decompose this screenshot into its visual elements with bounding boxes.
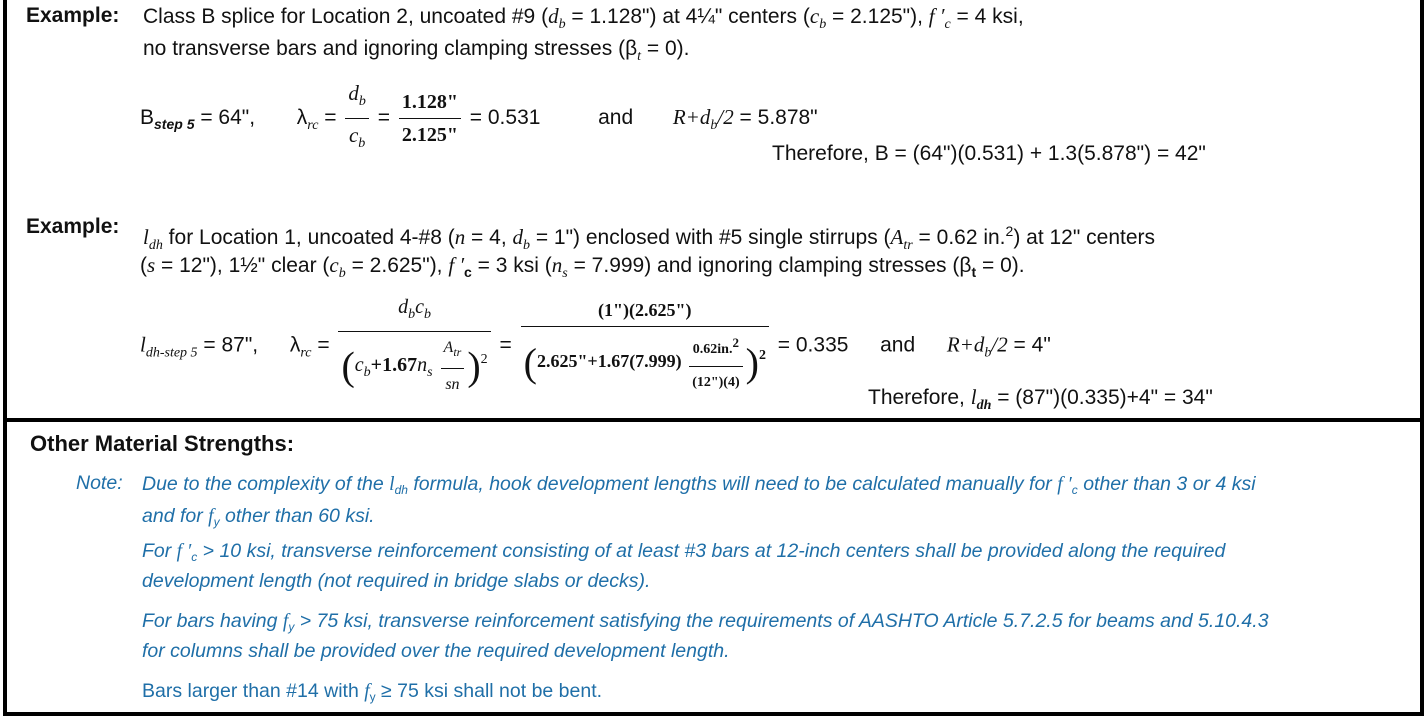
example2-label: Example: xyxy=(26,215,120,238)
example2-line1: $l_{dh}$ for Location 1, uncoated 4-#8 (n = 4, $d_b$ = 1") enclosed with #5 single stirrups ($A_{tr} = 0.62$ in.$^2$) at 12" centers xyxy=(143,223,1156,253)
example2-line2: (s = 12"), 1½" clear ($c_b$ = 2.625"), f $'_c = 3$ ksi $(n_s = 7.999)$ and ignoring clamping stresses $(\beta_t = 0)$. xyxy=(140,253,1025,281)
other-title: Other Material Strengths: xyxy=(30,431,295,456)
example2-formula: $l_{dh-step 5} = 87$", $\lambda_{rc}$ = $d_bc_b$ ($c_b+1.67n_s$ $\frac{A_{tr}}{sn}$ )$^2$ = (1")(2.625") (2.625"+1.67(7.999) $\frac{0.62in.2}{(12")(4)}$ )$^2$ = 0.335 and $R+d_b/2 = 4$" xyxy=(140,292,1051,400)
example1-line2: no transverse bars and ignoring clamping stresses $(\beta_t = 0)$. xyxy=(143,37,690,64)
note2-line1: For f $'_c > 10$ ksi, transverse reinforcement consisting of at least #3 bars at 12-inch centers shall be provided along the required xyxy=(142,540,1226,564)
note2-line2: development length (not required in bridge slabs or decks). xyxy=(142,570,651,592)
note3-line1: For bars having $f_y > 75$ ksi, transverse reinforcement satisfying the requirements of AASHTO Article 5.7.2.5 for beams and 5.10.4.3 xyxy=(142,610,1269,634)
note1-line1: Due to the complexity of the $l_{dh}$ formula, hook development lengths will need to be calculated manually for f $'_c$ other than 3 or 4 ksi xyxy=(142,473,1256,497)
note-label: Note: xyxy=(76,472,123,494)
note3-line2: for columns shall be provided over the required development length. xyxy=(142,640,730,662)
example1-therefore: Therefore, B = (64")(0.531) + 1.3(5.878") = 42" xyxy=(772,142,1206,165)
example2-therefore: Therefore, $l_{dh}$ = (87")(0.335)+4" = 34" xyxy=(868,385,1213,413)
example1-label: Example: xyxy=(26,4,120,27)
example1-line1: Class B splice for Location 2, uncoated #9 ($d_b$ = 1.128") at 4¼" centers ($c_b$ = 2.125"), f $'_c = 4$ ksi, xyxy=(143,4,1024,32)
note4-line: Bars larger than #14 with $f_y \ge 75$ ksi shall not be bent. xyxy=(142,680,603,704)
note1-line2: and for $f_y$ other than 60 ksi. xyxy=(142,505,375,529)
example1-formula: $B_{step 5} = 64$", $\lambda_{rc}$ = $\frac{d_b}{c_b}$ = $\frac{1.128"}{2.125"}$ = 0.531 and $R+d_b/2 = 5.878$" xyxy=(140,78,818,159)
